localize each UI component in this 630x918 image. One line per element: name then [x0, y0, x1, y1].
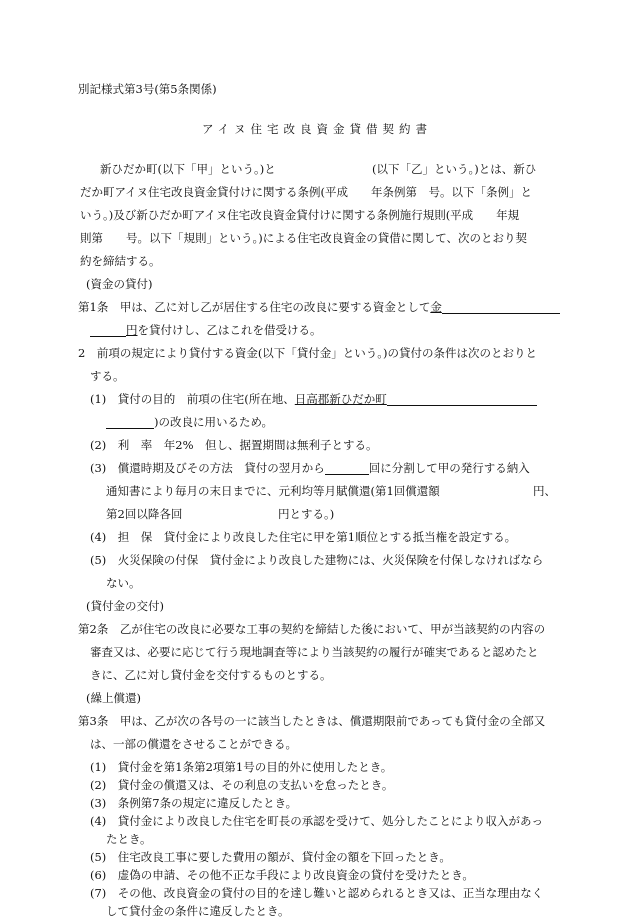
article-3-line-1: 第3条 甲は、乙が次の各号の一に該当したときは、償還期限前であっても貸付金の全部又: [78, 714, 546, 728]
preamble-line-5: 約を締結する。: [80, 254, 161, 268]
article-1-item-1-line-2: )の改良に用いるため。: [106, 415, 273, 429]
article-3-heading: (繰上償還): [86, 691, 141, 705]
article-3-item-6: (6) 虚偽の申請、その他不正な手段により改良資金の貸付を受けたとき。: [90, 868, 474, 882]
article-2-line-3: きに、乙に対し貸付金を交付するものとする。: [90, 668, 332, 682]
address-blank: [387, 393, 537, 406]
article-1-item-3-line-2b: 円、: [533, 484, 556, 498]
article-2-line-1: 第2条 乙が住宅の改良に必要な工事の契約を締結した後において、甲が当該契約の内容の: [78, 622, 546, 636]
article-1-para-2-line-2: する。: [90, 369, 125, 383]
article-3-line-2: は、一部の償還をさせることができる。: [90, 737, 297, 751]
article-3-item-7-line-2: して貸付金の条件に違反したとき。: [106, 904, 290, 918]
article-1-item-5-line-1: (5) 火災保険の付保 貸付金により改良した建物には、火災保険を付保しなければなら: [90, 553, 544, 567]
article-1-item-3-line-1: (3) 償還時期及びその方法 貸付の翌月から 回に分割して甲の発行する納入: [90, 461, 530, 475]
article-3-item-2: (2) 貸付金の償還又は、その利息の支払いを怠ったとき。: [90, 778, 394, 792]
article-1-item-1-line-1: (1) 貸付の目的 前項の住宅(所在地、日高郡新ひだか町: [90, 392, 537, 406]
article-3-item-5: (5) 住宅改良工事に要した費用の額が、貸付金の額を下回ったとき。: [90, 850, 451, 864]
article-3-item-4-line-1: (4) 貸付金により改良した住宅を町長の承認を受けて、処分したことにより収入があっ: [90, 814, 543, 828]
preamble-line-1a: 新ひだか町(以下「甲」という。)と: [100, 162, 276, 176]
yen-unit: 円: [126, 323, 138, 337]
address-prefix: 日高郡新ひだか町: [294, 392, 387, 406]
installments-blank: [325, 462, 369, 475]
article-1-item-5-line-2: ない。: [106, 576, 141, 590]
article-1-item-4: (4) 担 保 貸付金により改良した住宅に甲を第1順位とする抵当権を設定する。: [90, 530, 517, 544]
amount-prefix: 金: [430, 300, 442, 314]
article-1-item-3-line-3b: 円とする。): [278, 507, 335, 521]
article-3-item-4-line-2: たとき。: [106, 832, 152, 846]
article-2-heading: (貸付金の交付): [86, 599, 164, 613]
preamble-line-1b: (以下「乙」という。)とは、新ひ: [372, 162, 537, 176]
preamble-line-2: だか町アイヌ住宅改良資金貸付けに関する条例(平成 年条例第 号。以下「条例」と: [80, 185, 532, 199]
preamble-line-3: いう。)及び新ひだか町アイヌ住宅改良資金貸付けに関する条例施行規則(平成 年規: [80, 208, 520, 222]
form-label: 別記様式第3号(第5条関係): [78, 82, 217, 96]
article-3-item-3: (3) 条例第7条の規定に違反したとき。: [90, 796, 298, 810]
article-1-line-1: 第1条 甲は、乙に対し乙が居住する住宅の改良に要する資金として金: [78, 300, 560, 314]
article-1-line-2: 円を貸付けし、乙はこれを借受ける。: [90, 323, 322, 337]
article-3-item-7-line-1: (7) その他、改良資金の貸付の目的を達し難いと認められるとき又は、正当な理由なく: [90, 886, 544, 900]
article-1-item-2: (2) 利 率 年2% 但し、据置期間は無利子とする。: [90, 438, 378, 452]
article-1-heading: (資金の貸付): [86, 277, 153, 291]
article-1-para-2-line-1: 2 前項の規定により貸付する資金(以下「貸付金」という。)の貸付の条件は次のとおりと: [78, 346, 538, 360]
article-2-line-2: 審査又は、必要に応じて行う現地調査等により当該契約の履行が確実であると認めたと: [90, 645, 539, 659]
address-blank-2: [106, 416, 154, 429]
article-3-item-1: (1) 貸付金を第1条第2項第1号の目的外に使用したとき。: [90, 760, 393, 774]
article-1-item-3-line-3a: 第2回以降各回: [106, 507, 183, 521]
amount-blank: [442, 301, 560, 314]
article-1-item-3-line-2a: 通知書により毎月の末日までに、元利均等月賦償還(第1回償還額: [106, 484, 440, 498]
document-title: アイヌ住宅改良資金貸借契約書: [202, 122, 432, 136]
preamble-line-4: 則第 号。以下「規則」という。)による住宅改良資金の貸借に関して、次のとおり契: [80, 231, 528, 245]
amount-blank-2: [90, 324, 126, 337]
